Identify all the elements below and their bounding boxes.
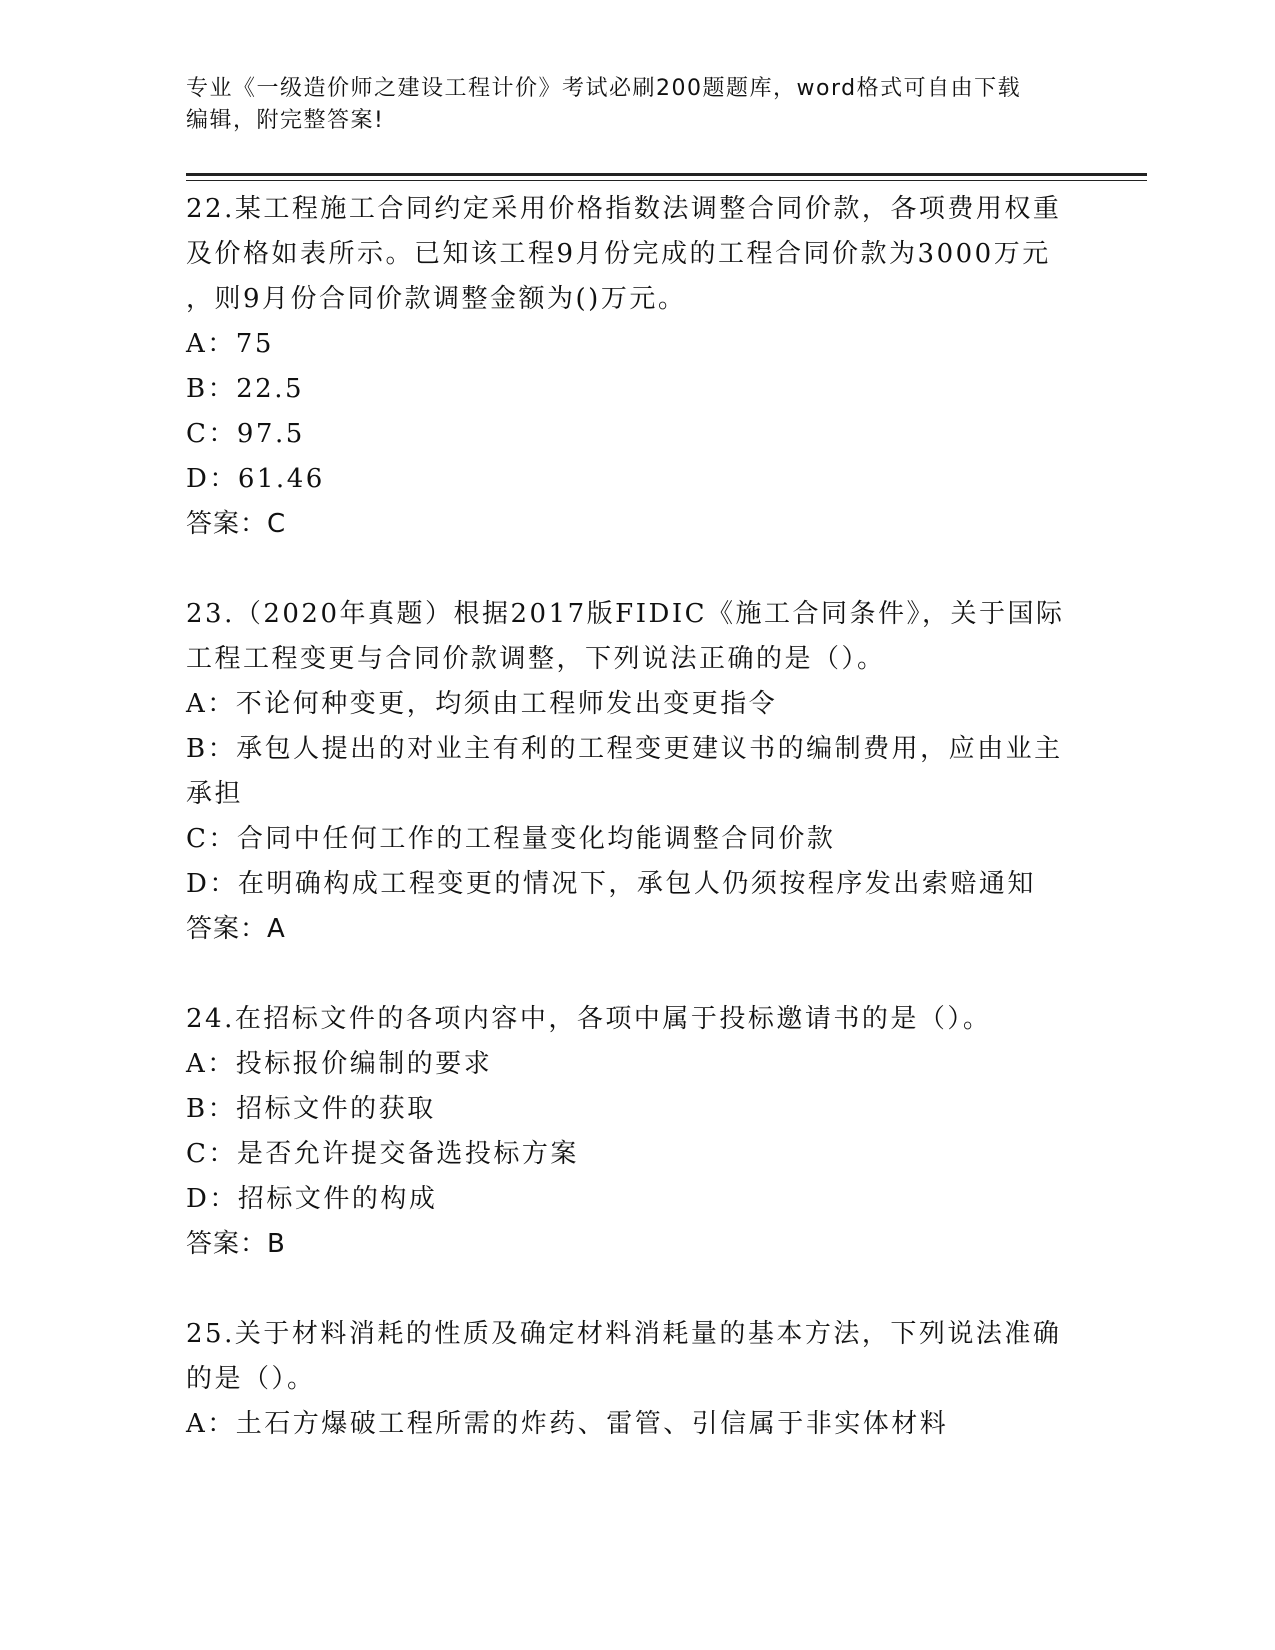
- question-24: [186, 997, 1086, 1267]
- option-b: B：承包人提出的对业主有利的工程变更建议书的编制费用，应由业主: [186, 734, 1063, 764]
- question-spacer: [186, 547, 1086, 592]
- header-line-1: 专业《一级造价师之建设工程计价》考试必刷200题题库，word格式可自由下载: [186, 76, 1022, 101]
- option-a: A：75: [186, 329, 274, 359]
- header-divider-thin: [186, 180, 1147, 181]
- question-stem-line: 23.（2020年真题）根据2017版FIDIC《施工合同条件》，关于国际: [186, 599, 1065, 629]
- answer-line: 答案：C: [186, 509, 287, 539]
- header-line-2: 编辑，附完整答案!: [186, 108, 385, 133]
- question-spacer: [186, 1267, 1086, 1312]
- option-a: A：不论何种变更，均须由工程师发出变更指令: [186, 689, 778, 719]
- option-a: A：投标报价编制的要求: [186, 1049, 493, 1079]
- question-list: [186, 187, 1086, 1447]
- question-23: [186, 592, 1086, 952]
- question-stem-line: 工程工程变更与合同价款调整，下列说法正确的是（）。: [186, 644, 886, 674]
- question-stem-line: 24.在招标文件的各项内容中，各项中属于投标邀请书的是（）。: [186, 1004, 992, 1034]
- option-d: D：61.46: [186, 464, 325, 494]
- option-b: B：招标文件的获取: [186, 1094, 436, 1124]
- question-stem-line: 及价格如表所示。已知该工程9月份完成的工程合同价款为3000万元: [186, 239, 1051, 269]
- option-d: D：招标文件的构成: [186, 1184, 438, 1214]
- question-22: [186, 187, 1086, 547]
- option-b-continued: 承担: [186, 779, 244, 809]
- option-a: A：土石方爆破工程所需的炸药、雷管、引信属于非实体材料: [186, 1409, 949, 1439]
- document-header: [186, 73, 1066, 137]
- question-stem-line: ，则9月份合同价款调整金额为()万元。: [186, 284, 687, 314]
- option-c: C：合同中任何工作的工程量变化均能调整合同价款: [186, 824, 836, 854]
- question-stem-line: 22.某工程施工合同约定采用价格指数法调整合同价款，各项费用权重: [186, 194, 1062, 224]
- answer-line: 答案：B: [186, 1229, 286, 1259]
- question-spacer: [186, 952, 1086, 997]
- question-stem-line: 25.关于材料消耗的性质及确定材料消耗量的基本方法，下列说法准确: [186, 1319, 1062, 1349]
- answer-line: 答案：A: [186, 914, 286, 944]
- option-d: D：在明确构成工程变更的情况下，承包人仍须按程序发出索赔通知: [186, 869, 1036, 899]
- option-b: B：22.5: [186, 374, 304, 404]
- header-divider-thick: [186, 173, 1147, 176]
- option-c: C：是否允许提交备选投标方案: [186, 1139, 579, 1169]
- question-stem-line: 的是（）。: [186, 1364, 316, 1394]
- question-25: [186, 1312, 1086, 1447]
- option-c: C：97.5: [186, 419, 305, 449]
